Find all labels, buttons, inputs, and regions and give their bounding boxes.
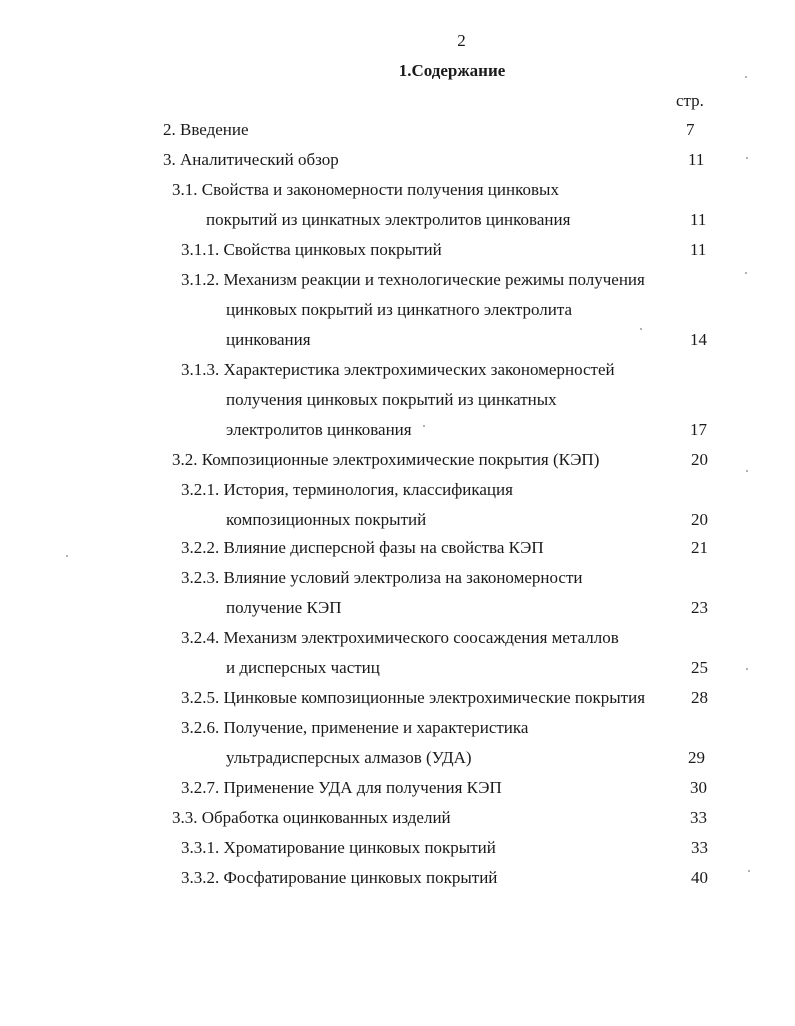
page-title: 1.Содержание (398, 61, 506, 80)
scan-speck (745, 76, 747, 78)
toc-entry-page: 28 (691, 688, 708, 707)
toc-entry-text: 3.1.1. Свойства цинковых покрытий (181, 240, 442, 259)
toc-entry-page: 11 (688, 150, 705, 169)
toc-entry-text: цинковых покрытий из цинкатного электролита (226, 300, 573, 319)
toc-entry-text: 3.2.7. Применение УДА для получения КЭП (181, 778, 502, 797)
toc-entry-text: получения цинковых покрытий из цинкатных (226, 390, 557, 409)
toc-entry-page: 20 (691, 510, 708, 529)
toc-entry-page: 17 (690, 420, 707, 439)
scan-speck (66, 555, 68, 557)
toc-entry-page: 29 (688, 748, 705, 767)
toc-entry-text: 3. Аналитический обзор (163, 150, 339, 169)
toc-entry-text: и дисперсных частиц (226, 658, 380, 677)
toc-entry-page: 40 (691, 868, 708, 887)
toc-entry-text: 3.1.2. Механизм реакции и технологические режимы получения (181, 270, 645, 289)
toc-entry-text: 3.2.5. Цинковые композиционные электрохимические покрытия (181, 688, 646, 707)
toc-entry-text: 3.2.6. Получение, применение и характеристика (181, 718, 529, 737)
toc-entry-text: цинкования (226, 330, 311, 349)
toc-entry-text: 3.3.2. Фосфатирование цинковых покрытий (181, 868, 498, 887)
page-number: 2 (457, 31, 466, 50)
toc-entry-page: 25 (691, 658, 708, 677)
scan-speck (640, 328, 642, 330)
toc-entry-page: 11 (690, 240, 707, 259)
scan-speck (746, 470, 748, 472)
pages-column-header: стр. (676, 91, 704, 110)
toc-entry-text: 3.2.4. Механизм электрохимического соосаждения металлов (181, 628, 619, 647)
toc-entry-text: 3.1. Свойства и закономерности получения цинковых (172, 180, 559, 199)
toc-entry-text: 2. Введение (163, 120, 249, 139)
toc-entry-text: 3.3. Обработка оцинкованных изделий (172, 808, 451, 827)
toc-entry-page: 33 (691, 838, 708, 857)
toc-entry-page: 33 (690, 808, 707, 827)
toc-entry-page: 23 (691, 598, 708, 617)
toc-entry-page: 14 (690, 330, 707, 349)
toc-entry-text: электролитов цинкования (226, 420, 412, 439)
toc-entry-page: 30 (690, 778, 707, 797)
toc-entry-text: ультрадисперсных алмазов (УДА) (226, 748, 472, 767)
scan-speck (423, 425, 425, 427)
toc-entry-text: 3.3.1. Хроматирование цинковых покрытий (181, 838, 496, 857)
toc-entry-text: композиционных покрытий (226, 510, 427, 529)
toc-entry-page: 11 (690, 210, 707, 229)
toc-entry-text: 3.1.3. Характеристика электрохимических закономерностей (181, 360, 615, 379)
toc-entry-page: 21 (691, 538, 708, 557)
toc-entry-page: 20 (691, 450, 708, 469)
toc-entry-text: 3.2.2. Влияние дисперсной фазы на свойства КЭП (181, 538, 544, 557)
toc-entry-text: 3.2.1. История, терминология, классификация (181, 480, 513, 499)
toc-entry-page: 7 (686, 120, 695, 139)
toc-entry-text: 3.2.3. Влияние условий электролиза на закономерности (181, 568, 583, 587)
toc-entry-text: 3.2. Композиционные электрохимические покрытия (КЭП) (172, 450, 600, 469)
scan-speck (746, 157, 748, 159)
toc-entry-text: покрытий из цинкатных электролитов цинкования (206, 210, 571, 229)
toc-entry-text: получение КЭП (226, 598, 342, 617)
scan-speck (745, 272, 747, 274)
scan-speck (746, 668, 748, 670)
scan-speck (748, 870, 750, 872)
